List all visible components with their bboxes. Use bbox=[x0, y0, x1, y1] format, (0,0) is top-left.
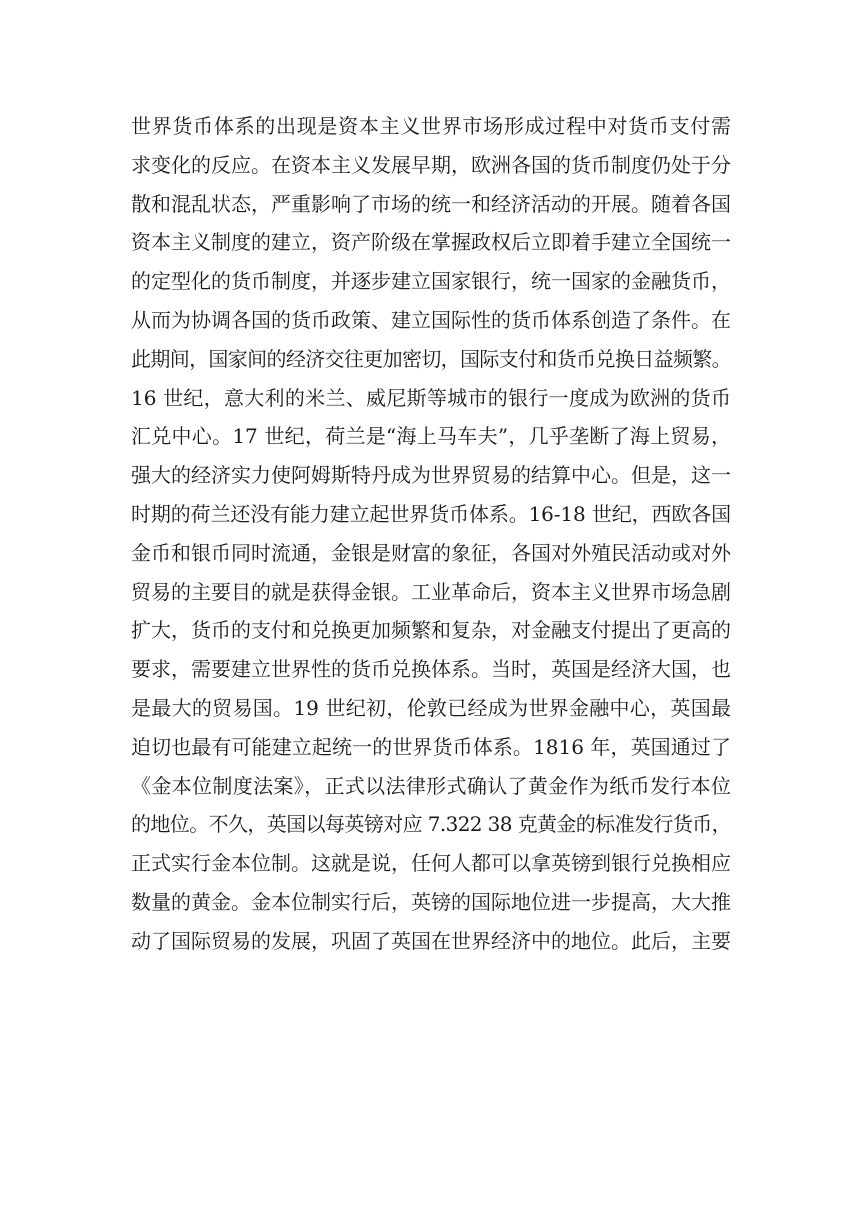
text-line: 从而为协调各国的货币政策、建立国际性的货币体系创造了条件。在 bbox=[131, 307, 731, 332]
text-line: 扩大，货币的支付和兑换更加频繁和复杂，对金融支付提出了更高的 bbox=[131, 618, 731, 643]
text-line: 贸易的主要目的就是获得金银。工业革命后，资本主义世界市场急剧 bbox=[131, 579, 731, 604]
body-paragraph bbox=[131, 107, 731, 961]
text-line: 此期间，国家间的经济交往更加密切，国际支付和货币兑换日益频繁。 bbox=[131, 346, 731, 371]
text-line: 《金本位制度法案》，正式以法律形式确认了黄金作为纸币发行本位 bbox=[131, 773, 731, 798]
text-line: 资本主义制度的建立，资产阶级在掌握政权后立即着手建立全国统一 bbox=[131, 230, 731, 255]
text-line: 要求，需要建立世界性的货币兑换体系。当时，英国是经济大国，也 bbox=[131, 657, 731, 682]
text-line: 散和混乱状态，严重影响了市场的统一和经济活动的开展。随着各国 bbox=[131, 191, 731, 216]
text-line: 正式实行金本位制。这就是说，任何人都可以拿英镑到银行兑换相应 bbox=[131, 851, 731, 876]
text-line: 求变化的反应。在资本主义发展早期，欧洲各国的货币制度仍处于分 bbox=[131, 152, 731, 177]
text-line: 动了国际贸易的发展，巩固了英国在世界经济中的地位。此后，主要 bbox=[131, 928, 731, 953]
text-line: 汇兑中心。17 世纪，荷兰是“海上马车夫”，几乎垄断了海上贸易， bbox=[131, 424, 731, 449]
text-line: 的定型化的货币制度，并逐步建立国家银行，统一国家的金融货币， bbox=[131, 269, 731, 294]
text-line: 数量的黄金。金本位制实行后，英镑的国际地位进一步提高，大大推 bbox=[131, 889, 731, 914]
text-line: 16 世纪，意大利的米兰、威尼斯等城市的银行一度成为欧洲的货币 bbox=[131, 385, 731, 410]
text-line: 的地位。不久，英国以每英镑对应 7.322 38 克黄金的标准发行货币， bbox=[131, 812, 731, 837]
text-line: 世界货币体系的出现是资本主义世界市场形成过程中对货币支付需 bbox=[131, 114, 731, 138]
text-line: 金币和银币同时流通，金银是财富的象征，各国对外殖民活动或对外 bbox=[131, 540, 731, 565]
text-line: 时期的荷兰还没有能力建立起世界货币体系。16-18 世纪，西欧各国 bbox=[131, 501, 731, 526]
text-line: 迫切也最有可能建立起统一的世界货币体系。1816 年，英国通过了 bbox=[131, 734, 731, 759]
text-line: 是最大的贸易国。19 世纪初，伦敦已经成为世界金融中心，英国最 bbox=[131, 695, 731, 720]
text-line: 强大的经济实力使阿姆斯特丹成为世界贸易的结算中心。但是，这一 bbox=[131, 463, 731, 488]
